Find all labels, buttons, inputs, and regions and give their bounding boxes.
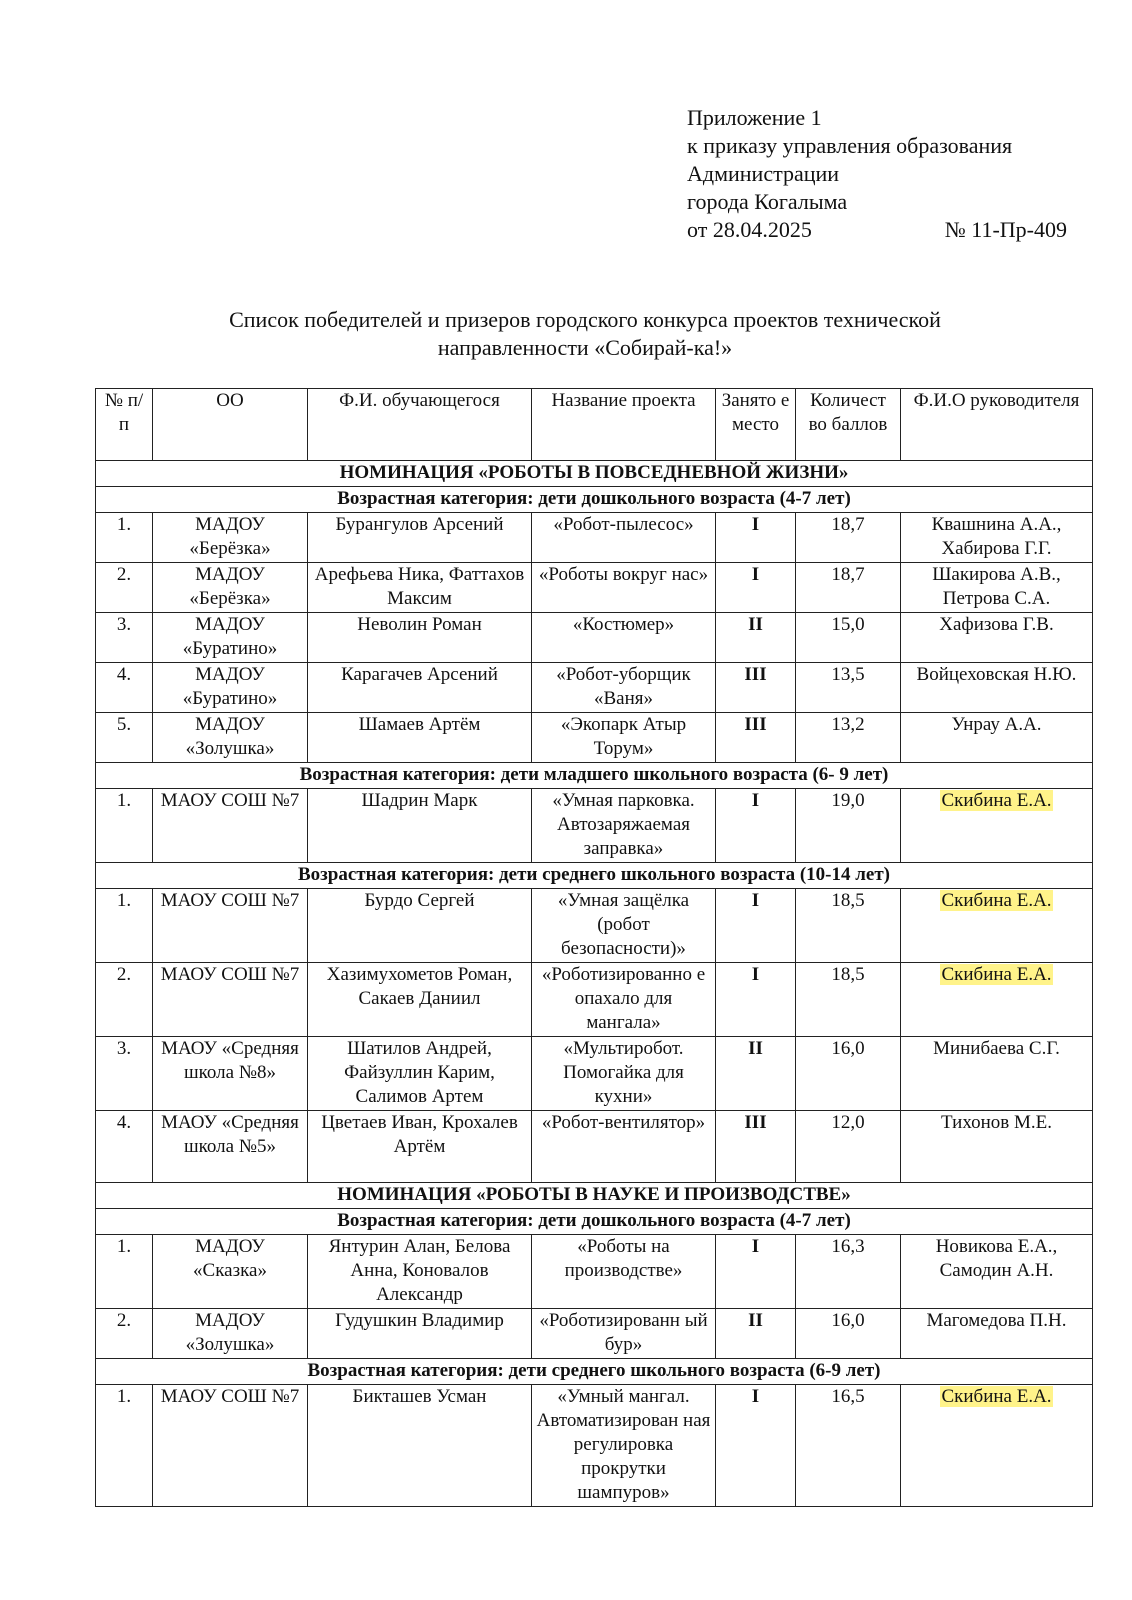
score-cell: 15,0	[796, 613, 901, 663]
project-cell: «Робот-вентилятор»	[532, 1111, 716, 1183]
score-cell: 16,0	[796, 1309, 901, 1359]
appendix-line: к приказу управления образования	[687, 133, 1013, 158]
leader-cell: Унрау А.А.	[901, 713, 1093, 763]
org-cell: МАДОУ «Буратино»	[153, 613, 308, 663]
org-cell: МАДОУ «Золушка»	[153, 1309, 308, 1359]
category-title: Возрастная категория: дети дошкольного возраста (4-7 лет)	[96, 487, 1093, 513]
student-cell: Гудушкин Владимир	[308, 1309, 532, 1359]
place-cell: III	[716, 713, 796, 763]
leader-cell: Тихонов М.Е.	[901, 1111, 1093, 1183]
group-body	[96, 889, 1093, 1183]
order-number: № 11-Пр-409	[944, 217, 1067, 242]
org-cell: МАДОУ «Золушка»	[153, 713, 308, 763]
student-cell: Бикташев Усман	[308, 1385, 532, 1507]
row-number: 1.	[96, 789, 153, 863]
table-row	[96, 613, 1093, 663]
table-row	[96, 1385, 1093, 1507]
leader-cell	[901, 789, 1093, 863]
table-row	[96, 889, 1093, 963]
table-row	[96, 663, 1093, 713]
leader-cell: Минибаева С.Г.	[901, 1037, 1093, 1111]
place-cell: I	[716, 963, 796, 1037]
project-cell: «Костюмер»	[532, 613, 716, 663]
appendix-date-row	[687, 216, 1067, 244]
leader-cell	[901, 889, 1093, 963]
project-cell: «Роботы вокруг нас»	[532, 563, 716, 613]
row-number: 2.	[96, 563, 153, 613]
category-row	[96, 1359, 1093, 1385]
org-cell: МАОУ «Средняя школа №8»	[153, 1037, 308, 1111]
org-cell: МАДОУ «Берёзка»	[153, 513, 308, 563]
highlighted-leader: Скибина Е.А.	[941, 790, 1052, 811]
appendix-block	[687, 104, 1067, 244]
row-number: 1.	[96, 889, 153, 963]
category-row	[96, 863, 1093, 889]
nomination-title: НОМИНАЦИЯ «РОБОТЫ В НАУКЕ И ПРОИЗВОДСТВЕ»	[96, 1183, 1093, 1209]
score-cell: 13,2	[796, 713, 901, 763]
org-cell: МАОУ «Средняя школа №5»	[153, 1111, 308, 1183]
place-cell: III	[716, 663, 796, 713]
header-cell: № п/п	[96, 389, 153, 461]
title-line: направленности «Собирай-ка!»	[437, 335, 733, 360]
nomination-row	[96, 1183, 1093, 1209]
leader-cell	[901, 1385, 1093, 1507]
project-cell: «Роботизированно е опахало для мангала»	[532, 963, 716, 1037]
leader-cell: Войцеховская Н.Ю.	[901, 663, 1093, 713]
category-title: Возрастная категория: дети среднего школьного возраста (10-14 лет)	[96, 863, 1093, 889]
score-cell: 13,5	[796, 663, 901, 713]
place-cell: I	[716, 889, 796, 963]
table-row	[96, 1235, 1093, 1309]
place-cell: I	[716, 1235, 796, 1309]
header-cell: ОО	[153, 389, 308, 461]
student-cell: Янтурин Алан, Белова Анна, Коновалов Александр	[308, 1235, 532, 1309]
student-cell: Хазимухометов Роман, Сакаев Даниил	[308, 963, 532, 1037]
row-number: 3.	[96, 613, 153, 663]
category-title: Возрастная категория: дети младшего школьного возраста (6- 9 лет)	[96, 763, 1093, 789]
table-row	[96, 1111, 1093, 1183]
table-row	[96, 1309, 1093, 1359]
project-cell: «Мультиробот. Помогайка для кухни»	[532, 1037, 716, 1111]
row-number: 3.	[96, 1037, 153, 1111]
score-cell: 16,0	[796, 1037, 901, 1111]
place-cell: I	[716, 1385, 796, 1507]
student-cell: Карагачев Арсений	[308, 663, 532, 713]
highlighted-leader: Скибина Е.А.	[941, 890, 1052, 911]
project-cell: «Робот-уборщик «Ваня»	[532, 663, 716, 713]
place-cell: II	[716, 1309, 796, 1359]
score-cell: 19,0	[796, 789, 901, 863]
place-cell: II	[716, 613, 796, 663]
row-number: 2.	[96, 1309, 153, 1359]
project-cell: «Роботизированн ый бур»	[532, 1309, 716, 1359]
row-number: 4.	[96, 663, 153, 713]
score-cell: 18,5	[796, 889, 901, 963]
table-row	[96, 713, 1093, 763]
student-cell: Цветаев Иван, Крохалев Артём	[308, 1111, 532, 1183]
highlighted-leader: Скибина Е.А.	[941, 1386, 1052, 1407]
score-cell: 18,7	[796, 563, 901, 613]
table-row	[96, 1037, 1093, 1111]
header-cell: Занято е место	[716, 389, 796, 461]
row-number: 5.	[96, 713, 153, 763]
score-cell: 12,0	[796, 1111, 901, 1183]
group-body	[96, 1385, 1093, 1507]
nomination-title: НОМИНАЦИЯ «РОБОТЫ В ПОВСЕДНЕВНОЙ ЖИЗНИ»	[96, 461, 1093, 487]
header-row	[96, 389, 1093, 461]
org-cell: МАОУ СОШ №7	[153, 1385, 308, 1507]
nomination-row	[96, 461, 1093, 487]
header-cell: Ф.И. обучающегося	[308, 389, 532, 461]
category-row	[96, 1209, 1093, 1235]
org-cell: МАОУ СОШ №7	[153, 889, 308, 963]
org-cell: МАДОУ «Сказка»	[153, 1235, 308, 1309]
appendix-line: города Когалыма	[687, 189, 848, 214]
category-row	[96, 487, 1093, 513]
title-line: Список победителей и призеров городского конкурса проектов технической	[229, 307, 941, 332]
document-title	[95, 306, 1075, 362]
row-number: 2.	[96, 963, 153, 1037]
score-cell: 16,3	[796, 1235, 901, 1309]
leader-cell: Хафизова Г.В.	[901, 613, 1093, 663]
org-cell: МАДОУ «Буратино»	[153, 663, 308, 713]
place-cell: I	[716, 513, 796, 563]
header-cell: Количест во баллов	[796, 389, 901, 461]
student-cell: Неволин Роман	[308, 613, 532, 663]
category-row	[96, 763, 1093, 789]
project-cell: «Экопарк Атыр Торум»	[532, 713, 716, 763]
row-number: 1.	[96, 1235, 153, 1309]
student-cell: Шамаев Артём	[308, 713, 532, 763]
order-date: от 28.04.2025	[687, 217, 812, 242]
table-row	[96, 563, 1093, 613]
group-body	[96, 789, 1093, 863]
project-cell: «Умный мангал. Автоматизирован ная регулировка прокрутки шампуров»	[532, 1385, 716, 1507]
table-row	[96, 789, 1093, 863]
group-body	[96, 1235, 1093, 1359]
org-cell: МАДОУ «Берёзка»	[153, 563, 308, 613]
place-cell: III	[716, 1111, 796, 1183]
score-cell: 18,5	[796, 963, 901, 1037]
header-cell: Название проекта	[532, 389, 716, 461]
row-number: 1.	[96, 513, 153, 563]
student-cell: Шатилов Андрей, Файзуллин Карим, Салимов Артем	[308, 1037, 532, 1111]
leader-cell: Шакирова А.В., Петрова С.А.	[901, 563, 1093, 613]
org-cell: МАОУ СОШ №7	[153, 789, 308, 863]
appendix-line: Приложение 1	[687, 105, 822, 130]
project-cell: «Роботы на производстве»	[532, 1235, 716, 1309]
highlighted-leader: Скибина Е.А.	[941, 964, 1052, 985]
student-cell: Бурангулов Арсений	[308, 513, 532, 563]
org-cell: МАОУ СОШ №7	[153, 963, 308, 1037]
project-cell: «Умная защёлка (робот безопасности)»	[532, 889, 716, 963]
student-cell: Арефьева Ника, Фаттахов Максим	[308, 563, 532, 613]
table-row	[96, 963, 1093, 1037]
project-cell: «Умная парковка. Автозаряжаемая заправка»	[532, 789, 716, 863]
row-number: 1.	[96, 1385, 153, 1507]
winners-table	[95, 388, 1093, 1507]
student-cell: Шадрин Марк	[308, 789, 532, 863]
appendix-line: Администрации	[687, 161, 840, 186]
leader-cell: Новикова Е.А., Самодин А.Н.	[901, 1235, 1093, 1309]
leader-cell: Квашнина А.А., Хабирова Г.Г.	[901, 513, 1093, 563]
score-cell: 16,5	[796, 1385, 901, 1507]
table-row	[96, 513, 1093, 563]
place-cell: I	[716, 563, 796, 613]
category-title: Возрастная категория: дети среднего школьного возраста (6-9 лет)	[96, 1359, 1093, 1385]
place-cell: II	[716, 1037, 796, 1111]
leader-cell: Магомедова П.Н.	[901, 1309, 1093, 1359]
leader-cell	[901, 963, 1093, 1037]
group-body	[96, 513, 1093, 763]
project-cell: «Робот-пылесос»	[532, 513, 716, 563]
category-title: Возрастная категория: дети дошкольного возраста (4-7 лет)	[96, 1209, 1093, 1235]
place-cell: I	[716, 789, 796, 863]
student-cell: Бурдо Сергей	[308, 889, 532, 963]
row-number: 4.	[96, 1111, 153, 1183]
score-cell: 18,7	[796, 513, 901, 563]
header-cell: Ф.И.О руководителя	[901, 389, 1093, 461]
